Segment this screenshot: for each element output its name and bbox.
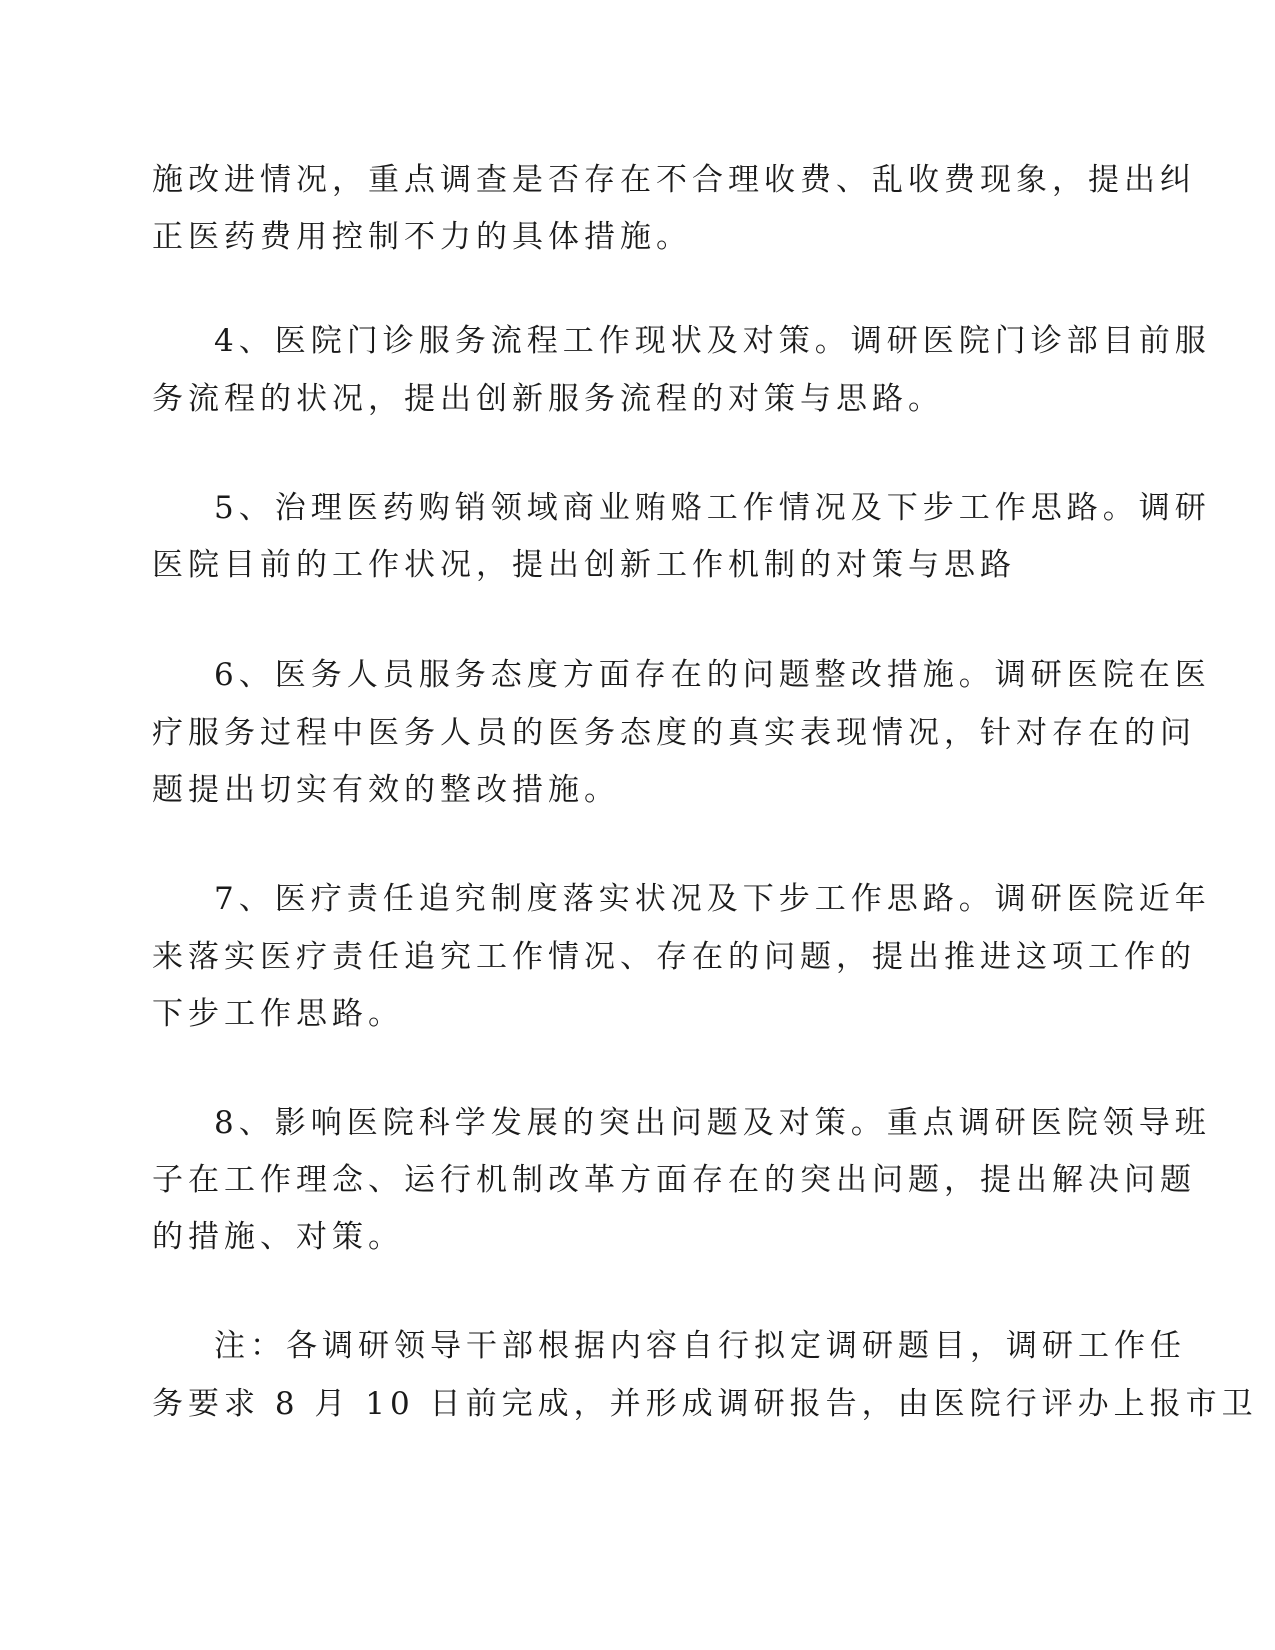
paragraph-line: 题提出切实有效的整改措施。 — [152, 772, 620, 808]
paragraph-line: 的措施、对策。 — [152, 1219, 404, 1255]
paragraph-line: 施改进情况，重点调查是否存在不合理收费、乱收费现象，提出纠 — [152, 162, 1196, 198]
paragraph-line: 务要求 8 月 10 日前完成，并形成调研报告，由医院行评办上报市卫 — [152, 1386, 1258, 1422]
paragraph-line: 下步工作思路。 — [152, 996, 404, 1032]
paragraph-line: 疗服务过程中医务人员的医务态度的真实表现情况，针对存在的问 — [152, 715, 1196, 751]
paragraph-line: 5、治理医药购销领域商业贿赂工作情况及下步工作思路。调研 — [214, 490, 1211, 526]
paragraph-line: 务流程的状况，提出创新服务流程的对策与思路。 — [152, 381, 944, 417]
paragraph-line: 4、医院门诊服务流程工作现状及对策。调研医院门诊部目前服 — [214, 323, 1211, 359]
paragraph-line: 注：各调研领导干部根据内容自行拟定调研题目，调研工作任 — [214, 1328, 1186, 1364]
paragraph-line: 6、医务人员服务态度方面存在的问题整改措施。调研医院在医 — [214, 657, 1211, 693]
paragraph-line: 7、医疗责任追究制度落实状况及下步工作思路。调研医院近年 — [214, 881, 1211, 917]
paragraph-line: 正医药费用控制不力的具体措施。 — [152, 219, 692, 255]
paragraph-line: 8、影响医院科学发展的突出问题及对策。重点调研医院领导班 — [214, 1105, 1211, 1141]
paragraph-line: 医院目前的工作状况，提出创新工作机制的对策与思路 — [152, 547, 1016, 583]
paragraph-line: 子在工作理念、运行机制改革方面存在的突出问题，提出解决问题 — [152, 1162, 1196, 1198]
paragraph-line: 来落实医疗责任追究工作情况、存在的问题，提出推进这项工作的 — [152, 939, 1196, 975]
